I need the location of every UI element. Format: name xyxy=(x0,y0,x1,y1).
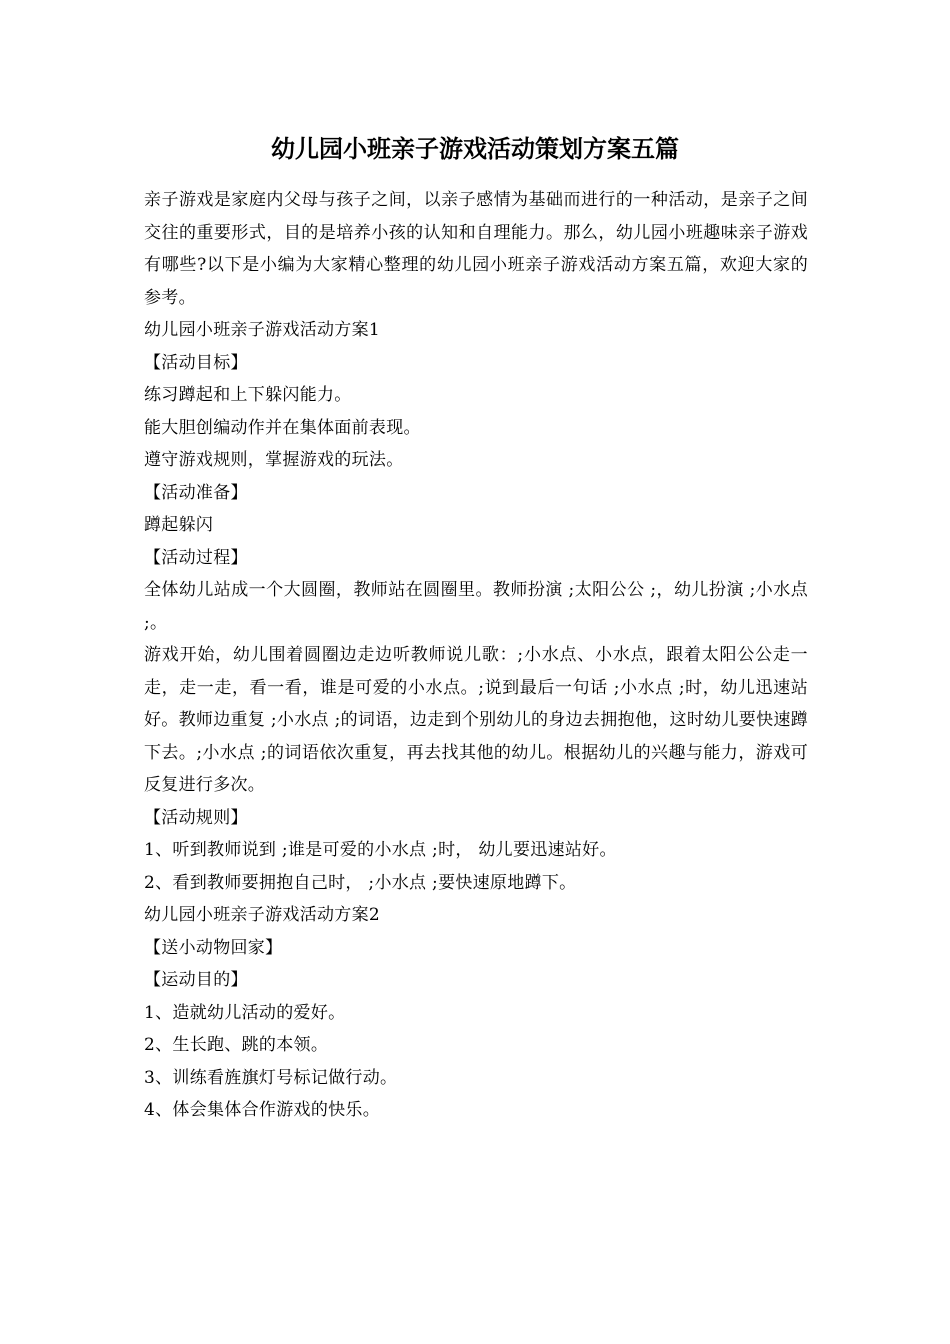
goal-item: 3、训练看旌旗灯号标记做行动。 xyxy=(144,1067,398,1088)
subheading-activity-process: 【活动过程】 xyxy=(144,547,248,568)
process-paragraph: 全体幼儿站成一个大圆圈，教师站在圆圈里。教师扮演 ;太阳公公 ;，幼儿扮演 ;小水点 ;。 xyxy=(144,580,808,633)
subheading-exercise-goals: 【运动目的】 xyxy=(144,970,248,990)
section-heading-plan-1: 幼儿园小班亲子游戏活动方案1 xyxy=(144,320,381,340)
subheading-activity-preparation: 【活动准备】 xyxy=(144,482,248,503)
preparation-text: 蹲起躲闪 xyxy=(144,515,214,535)
goal-item: 能大胆创编动作并在集体面前表现。 xyxy=(144,417,421,438)
intro-paragraph: 亲子游戏是家庭内父母与孩子之间，以亲子感情为基础而进行的一种活动，是亲子之间交往的重要形式，目的是培养小孩的认知和自理能力。那么，幼儿园小班趣味亲子游戏有哪些?以下是小编为大家精心整理的幼儿园小班亲子游戏活动方案五篇，欢迎大家的参考。 xyxy=(144,190,808,308)
document-title: 幼儿园小班亲子游戏活动策划方案五篇 xyxy=(271,134,679,163)
document-body xyxy=(144,184,808,1127)
goal-item: 2、生长跑、跳的本领。 xyxy=(144,1035,329,1055)
subheading-activity-rules: 【活动规则】 xyxy=(144,807,248,828)
goal-item: 练习蹲起和上下躲闪能力。 xyxy=(144,385,352,405)
subheading-game-name: 【送小动物回家】 xyxy=(144,937,283,958)
goal-item: 4、体会集体合作游戏的快乐。 xyxy=(144,1100,381,1120)
rule-item: 2、看到教师要拥抱自己时， ;小水点 ;要快速原地蹲下。 xyxy=(144,872,577,893)
rule-item: 1、听到教师说到 ;谁是可爱的小水点 ;时， 幼儿要迅速站好。 xyxy=(144,840,617,860)
process-paragraph: 游戏开始，幼儿围着圆圈边走边听教师说儿歌：;小水点、小水点，跟着太阳公公走一走，走一走，看一看，谁是可爱的小水点。;说到最后一句话 ;小水点 ;时，幼儿迅速站好。教师边重复 ;小水点 ;的词语，边走到个别幼儿的身边去拥抱他，这时幼儿要快速蹲下去。;小水点 ;的词语依次重复，再去找其他的幼儿。根据幼儿的兴趣与能力，游戏可反复进行多次。 xyxy=(144,645,808,795)
subheading-activity-goals: 【活动目标】 xyxy=(144,352,248,373)
goal-item: 1、造就幼儿活动的爱好。 xyxy=(144,1002,346,1023)
goal-item: 遵守游戏规则，掌握游戏的玩法。 xyxy=(144,450,404,470)
section-heading-plan-2: 幼儿园小班亲子游戏活动方案2 xyxy=(144,905,381,925)
